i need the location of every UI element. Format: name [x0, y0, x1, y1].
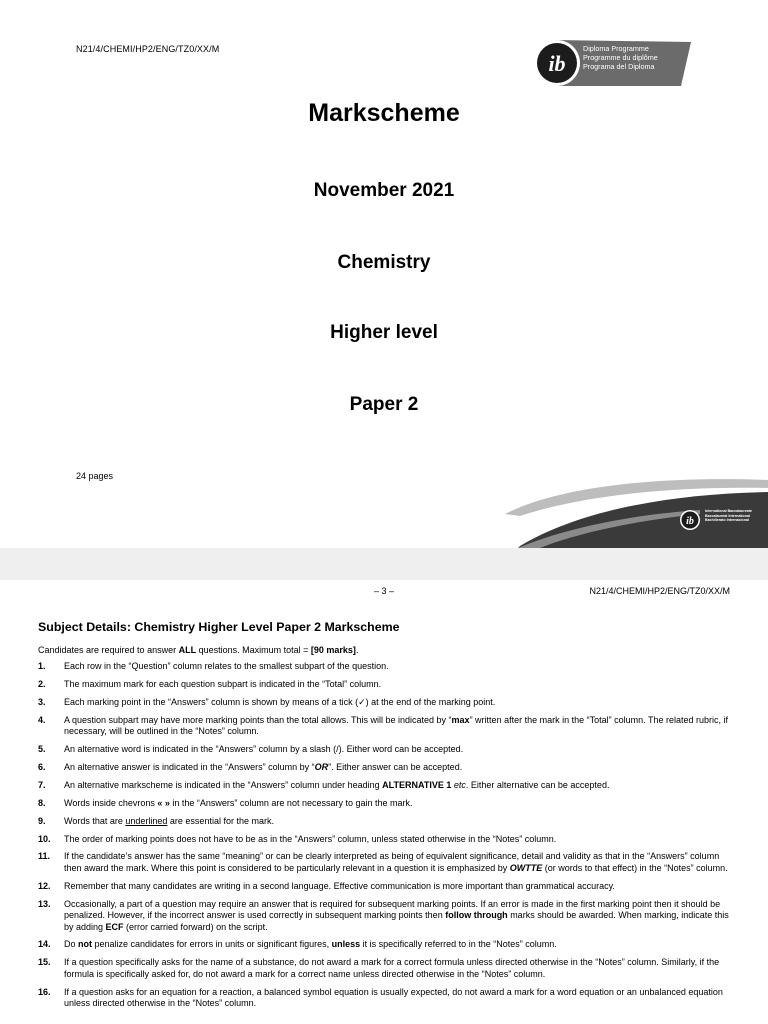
item-number: 3. [38, 696, 46, 707]
item-number: 16. [38, 986, 51, 997]
marking-rules-list [38, 661, 732, 1016]
item-text: The maximum mark for each question subpart is indicated in the “Total” column. [64, 678, 382, 689]
list-item [38, 881, 732, 892]
list-item [38, 780, 732, 791]
item-text: If a question specifically asks for the name of a substance, do not award a mark for a correct formula unless directed otherwise in the “Notes” column. Similarly, if the formula is specifically asked for, do not award a mark for a correct name unless directed otherwise in the “Notes” column. [64, 957, 720, 979]
item-text: Words inside chevrons « » in the “Answers” column are not necessary to gain the mark. [64, 797, 413, 808]
item-number: 4. [38, 714, 46, 725]
item-text: Each row in the “Question” column relates to the smallest subpart of the question. [64, 661, 389, 671]
tick-symbol: ✓ [358, 696, 366, 707]
document-code: N21/4/CHEMI/HP2/ENG/TZ0/XX/M [76, 44, 220, 54]
list-item [38, 851, 732, 874]
item-number: 13. [38, 898, 51, 909]
item-text: An alternative word is indicated in the “Answers” column by a slash (/). Either word can be accepted. [64, 744, 464, 755]
page-divider [0, 548, 768, 580]
list-item [38, 957, 732, 980]
item-number: 8. [38, 797, 46, 808]
list-item [38, 697, 732, 708]
list-item [38, 715, 732, 738]
list-item [38, 744, 732, 755]
svg-text:ib: ib [686, 516, 694, 527]
item-number: 7. [38, 779, 46, 790]
document-title: Markscheme [308, 99, 460, 127]
ibo-line: Baccalauréat International [705, 513, 750, 518]
ib-footer-swoosh [0, 470, 768, 548]
item-text: An alternative answer is indicated in the “Answers” column by “OR”. Either answer can be accepted. [64, 761, 463, 772]
item-text: Each marking point in the “Answers” column is shown by means of a tick (✓) at the end of the marking point. [64, 696, 496, 707]
list-item [38, 834, 732, 845]
ibo-line: International Baccalaureate [705, 509, 752, 513]
logo-line: Programme du diplôme [583, 53, 658, 62]
item-text: Occasionally, a part of a question may require an answer that is required for subsequent marking points. If an error is made in the first marking point then it should be penalized. However, if the incorrect answer is used correctly in subsequent marking points then follow through marks should be awarded. When marking, indicate this by adding ECF (error carried forward) on the script. [64, 898, 729, 932]
ibo-line: Bachillerato Internacional [705, 518, 749, 523]
subject-level: Higher level [330, 322, 438, 343]
item-text: The order of marking points does not have to be as in the “Answers” column, unless stated otherwise in the “Notes” column. [64, 833, 557, 844]
item-number: 11. [38, 851, 51, 862]
document-code: N21/4/CHEMI/HP2/ENG/TZ0/XX/M [589, 586, 730, 596]
item-text: Words that are underlined are essential for the mark. [64, 815, 274, 826]
subject-name: Chemistry [337, 252, 431, 273]
item-number: 2. [38, 678, 46, 689]
item-number: 10. [38, 833, 51, 844]
item-text: Do not penalize candidates for errors in units or significant figures, unless it is specifically referred to in the “Notes” column. [64, 939, 557, 950]
list-item [38, 679, 732, 690]
item-number: 15. [38, 957, 51, 968]
item-text: Remember that many candidates are writing in a second language. Effective communication is more important than grammatical accuracy. [64, 880, 615, 891]
list-item [38, 939, 732, 950]
list-item [38, 816, 732, 827]
item-number: 5. [38, 744, 46, 755]
logo-line: Programa del Diploma [583, 62, 655, 71]
page-count: 24 pages [76, 471, 114, 481]
list-item [38, 661, 732, 672]
paper-number: Paper 2 [349, 394, 419, 415]
item-number: 6. [38, 761, 46, 772]
item-number: 12. [38, 880, 51, 891]
intro-text: Candidates are required to answer ALL questions. Maximum total = [90 marks]. [38, 645, 359, 655]
ibo-footer-text [705, 509, 752, 523]
item-number: 14. [38, 939, 51, 950]
item-number: 9. [38, 815, 46, 826]
item-text: A question subpart may have more marking points than the total allows. This will be indicated by “max” written after the mark in the “Total” column. The related rubric, if necessary, will be outlined in the “Notes” column. [64, 714, 728, 737]
list-item [38, 987, 732, 1010]
item-text: If a question asks for an equation for a reaction, a balanced symbol equation is usually expected, do not award a mark for a word equation or an unbalanced equation unless directed otherwise in the “Notes” column. [64, 986, 723, 1009]
page-number: – 3 – [373, 586, 395, 596]
section-heading: Subject Details: Chemistry Higher Level Paper 2 Markscheme [38, 620, 400, 634]
logo-text [583, 44, 658, 71]
item-text: If the candidate’s answer has the same “meaning” or can be clearly interpreted as being of equivalent significance, detail and validity as that in the “Answers” column then award the mark. Where this point is considered to be particularly relevant in a question it is emphasized by OWTTE (or words to that effect) in the “Notes” column. [64, 851, 728, 873]
item-text: An alternative markscheme is indicated in the “Answers” column under heading ALTERNATIVE 1 etc. Either alternative can be accepted. [64, 779, 610, 790]
list-item [38, 798, 732, 809]
list-item [38, 762, 732, 773]
exam-session: November 2021 [313, 180, 455, 201]
list-item [38, 899, 732, 933]
svg-text:ib: ib [548, 51, 566, 76]
item-number: 1. [38, 661, 46, 671]
logo-line: Diploma Programme [583, 44, 649, 53]
markscheme-page-3 [0, 580, 768, 1024]
